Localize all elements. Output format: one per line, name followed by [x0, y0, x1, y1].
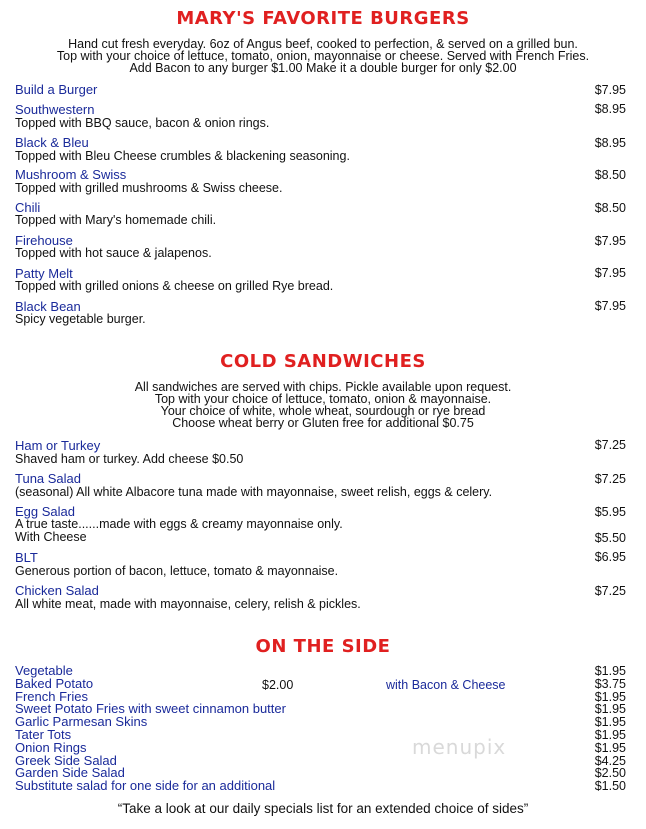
sandwich-name: BLT	[15, 550, 38, 565]
sandwich-price: $5.95	[594, 505, 626, 519]
side-price: $1.95	[594, 740, 626, 755]
burger-desc: Spicy vegetable burger.	[15, 312, 146, 326]
burger-desc: Topped with grilled onions & cheese on grilled Rye bread.	[15, 279, 334, 293]
side-price: $1.95	[594, 664, 626, 678]
sandwich-desc: A true taste......made with eggs & creamy mayonnaise only.	[15, 517, 343, 531]
burger-name: Firehouse	[15, 233, 73, 248]
sides-list	[15, 665, 286, 793]
side-price: $3.75	[594, 676, 626, 691]
side-name: Onion Rings	[15, 739, 87, 755]
sandwich-desc: Generous portion of bacon, lettuce, tomato & mayonnaise.	[15, 564, 339, 578]
side-name: Tater Tots	[15, 726, 72, 742]
side-name: Baked Potato	[15, 675, 94, 691]
burger-name: Build a Burger	[15, 82, 98, 97]
burgers-intro-line: Hand cut fresh everyday. 6oz of Angus beef, cooked to perfection, & served on a grilled bun.	[68, 37, 578, 51]
sandwich-extra-price: $5.50	[594, 531, 626, 545]
burger-price: $7.95	[594, 299, 626, 313]
burgers-heading: MARY'S FAVORITE BURGERS	[176, 8, 470, 29]
burger-price: $8.50	[594, 201, 626, 215]
sides-prices	[595, 665, 626, 793]
sandwich-price: $7.25	[594, 472, 626, 486]
burger-desc: Topped with BBQ sauce, bacon & onion rings.	[15, 116, 270, 130]
burger-name: Black Bean	[15, 299, 81, 314]
burger-price: $7.95	[594, 266, 626, 280]
sandwich-desc: (seasonal) All white Albacore tuna made with mayonnaise, sweet relish, eggs & celery.	[15, 485, 493, 499]
sandwich-name: Tuna Salad	[15, 471, 82, 486]
sandwich-name: Ham or Turkey	[15, 438, 101, 453]
side-name: Sweet Potato Fries with sweet cinnamon butter	[15, 701, 286, 717]
side-name: Garlic Parmesan Skins	[15, 714, 148, 730]
sandwiches-intro-line: Your choice of white, whole wheat, sourdough or rye bread	[160, 404, 486, 418]
burgers-intro-line: Add Bacon to any burger $1.00 Make it a double burger for only $2.00	[129, 61, 517, 75]
side-price: $4.25	[594, 753, 626, 768]
sandwiches-intro	[0, 381, 646, 429]
side-name: Garden Side Salad	[15, 765, 125, 781]
sandwiches-intro-line: Top with your choice of lettuce, tomato, onion & mayonnaise.	[154, 392, 492, 406]
side-name: Greek Side Salad	[15, 752, 117, 768]
baked-potato-upgrade-label: with Bacon & Cheese	[386, 678, 506, 692]
burger-desc: Topped with hot sauce & jalapenos.	[15, 246, 212, 260]
watermark: menupix	[412, 735, 507, 759]
sandwich-desc: Shaved ham or turkey. Add cheese $0.50	[15, 452, 244, 466]
side-price: $1.95	[594, 702, 626, 717]
side-name: Vegetable	[15, 663, 73, 678]
sandwich-name: Chicken Salad	[15, 583, 99, 598]
burger-desc: Topped with Bleu Cheese crumbles & blackening seasoning.	[15, 149, 350, 163]
sandwich-price: $6.95	[594, 550, 626, 564]
side-price: $1.50	[594, 779, 626, 794]
sandwich-price: $7.25	[594, 584, 626, 598]
burger-desc: Topped with Mary's homemade chili.	[15, 213, 217, 227]
sides-footer-note: “Take a look at our daily specials list for an extended choice of sides”	[117, 801, 529, 816]
burger-name: Patty Melt	[15, 266, 73, 281]
side-name: Substitute salad for one side for an additional	[15, 778, 276, 794]
burger-name: Southwestern	[15, 102, 95, 117]
baked-potato-base-price: $2.00	[262, 678, 294, 692]
side-price: $1.95	[594, 689, 626, 704]
side-price: $2.50	[594, 766, 626, 781]
burger-name: Black & Bleu	[15, 135, 89, 150]
burger-desc: Topped with grilled mushrooms & Swiss cheese.	[15, 181, 283, 195]
burger-price: $8.50	[594, 168, 626, 182]
sandwich-name: Egg Salad	[15, 504, 75, 519]
sandwiches-intro-line: Choose wheat berry or Gluten free for additional $0.75	[172, 416, 474, 430]
burgers-intro-line: Top with your choice of lettuce, tomato, onion, mayonnaise or cheese. Served with French Fries.	[56, 49, 590, 63]
burger-price: $8.95	[594, 102, 626, 116]
sandwich-price: $7.25	[594, 438, 626, 452]
sandwiches-heading: COLD SANDWICHES	[220, 351, 426, 372]
sides-heading: ON THE SIDE	[255, 636, 391, 657]
sandwiches-intro-line: All sandwiches are served with chips. Pickle available upon request.	[134, 380, 512, 394]
sandwich-desc: All white meat, made with mayonnaise, celery, relish & pickles.	[15, 597, 361, 611]
burgers-intro	[0, 38, 646, 74]
burger-price: $7.95	[594, 234, 626, 248]
burger-name: Mushroom & Swiss	[15, 167, 127, 182]
side-price: $1.95	[594, 727, 626, 742]
burger-name: Chili	[15, 200, 41, 215]
sandwich-extra: With Cheese	[15, 530, 87, 544]
side-name: French Fries	[15, 688, 88, 704]
burger-price: $8.95	[594, 136, 626, 150]
side-price: $1.95	[594, 715, 626, 730]
burger-price: $7.95	[594, 83, 626, 97]
